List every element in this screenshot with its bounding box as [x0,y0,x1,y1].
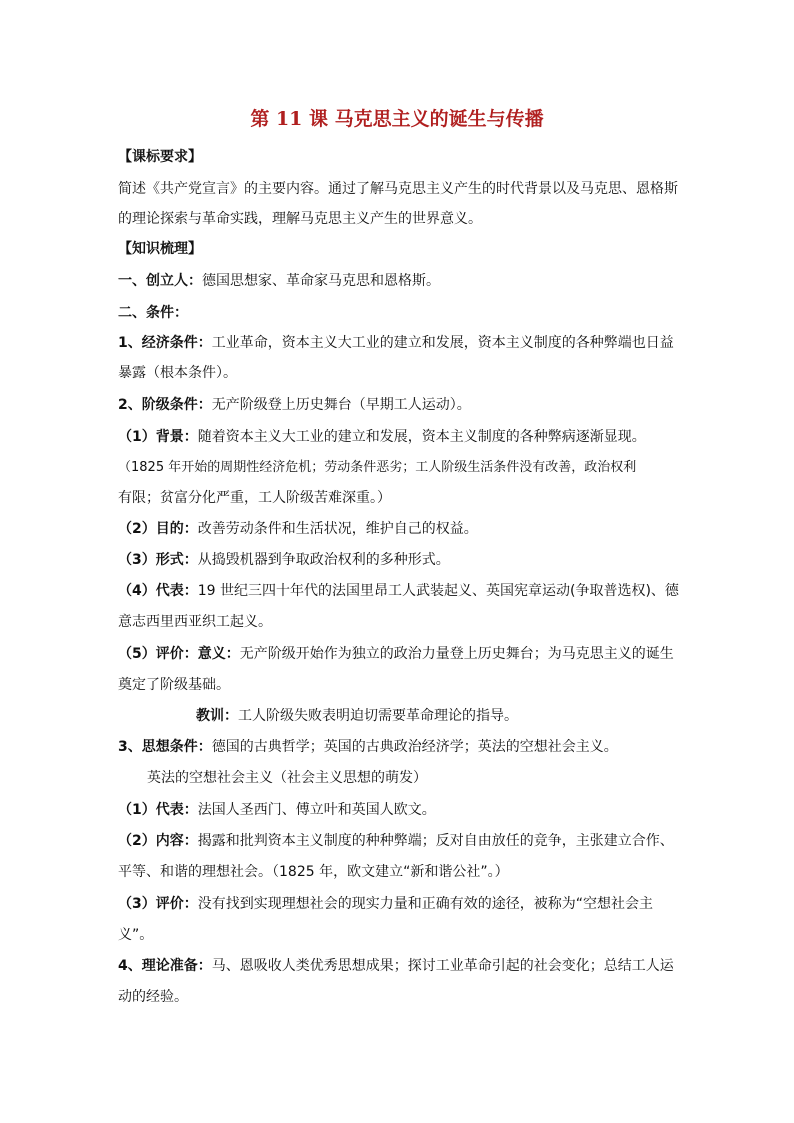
page-title: 第 11 课 马克思主义的诞生与传播 [250,108,544,130]
utopian-representative-label: （1）代表： [118,802,198,818]
utopian-representative-text: 法国人圣西门、傅立叶和英国人欧文。 [197,802,436,818]
utopian-evaluation-label: （3）评价： [118,896,198,912]
background-note-line-1: （1825 年开始的周期性经济危机；劳动条件恶劣；工人阶级生活条件没有改善，政治权利 [118,460,637,475]
ideological-condition-label: 3、思想条件： [118,739,212,755]
evaluation-item [118,645,678,663]
curriculum-requirements-header: 【课标要求】 [118,149,202,165]
utopian-evaluation [118,895,678,913]
class-condition-label: 2、阶级条件： [118,397,212,413]
economic-condition-cont: 暴露（根本条件）。 [118,365,237,381]
significance-label: 意义： [197,646,240,662]
evaluation-text: 无产阶级开始作为独立的政治力量登上历史舞台；为马克思主义的诞生 [239,646,674,662]
section-founders-label: 一、创立人： [118,273,202,289]
purpose-label: （2）目的： [118,521,198,537]
utopian-evaluation-text: 没有找到实现理想社会的现实力量和正确有效的途径，被称为“空想社会主 [197,896,654,912]
section-founders [118,272,678,290]
economic-condition [118,334,678,352]
class-condition [118,396,678,414]
economic-condition-text: 工业革命，资本主义大工业的建立和发展，资本主义制度的各种弊端也日益 [211,335,674,351]
representative-text: 19 世纪三四十年代的法国里昂工人武装起义、英国宪章运动(争取普选权)、德 [197,583,679,599]
economic-condition-label: 1、经济条件： [118,335,212,351]
theoretical-preparation-cont: 动的经验。 [118,989,188,1005]
evaluation-cont: 奠定了阶级基础。 [118,677,230,693]
background-text: 随着资本主义大工业的建立和发展，资本主义制度的各种弊病逐渐显现。 [197,429,646,445]
purpose-text: 改善劳动条件和生活状况，维护自己的权益。 [197,521,478,537]
form-item [118,551,678,569]
theoretical-preparation-text: 马、恩吸收人类优秀思想成果；探讨工业革命引起的社会变化；总结工人运 [211,958,674,974]
class-condition-text: 无产阶级登上历史舞台（早期工人运动）。 [211,397,471,413]
representative-cont: 意志西里西亚织工起义。 [118,614,272,630]
utopian-content-text: 揭露和批判资本主义制度的种种弊端；反对自由放任的竞争，主张建立合作、 [197,833,674,849]
purpose-item [118,520,678,538]
theoretical-preparation [118,957,678,975]
lesson-label: 教训： [196,708,238,724]
theoretical-preparation-label: 4、理论准备： [118,958,212,974]
curriculum-text-line-2: 的理论探索与革命实践，理解马克思主义产生的世界意义。 [118,211,482,227]
knowledge-outline-header: 【知识梳理】 [118,241,202,257]
utopian-content-cont: 平等、和谐的理想社会。（1825 年，欧文建立“新和谐公社”。） [118,864,509,880]
background-note-line-2: 有限；贫富分化严重，工人阶级苦难深重。） [118,490,391,506]
representative-label: （4）代表： [118,583,198,599]
form-label: （3）形式： [118,552,198,568]
background-item [118,428,678,446]
form-text: 从捣毁机器到争取政治权利的多种形式。 [197,552,450,568]
background-label: （1）背景： [118,429,198,445]
section-conditions: 二、条件： [118,305,188,321]
utopian-content [118,832,678,850]
ideological-condition-text: 德国的古典哲学；英国的古典政治经济学；英法的空想社会主义。 [211,739,618,755]
evaluation-label: （5）评价： [118,646,198,662]
utopian-content-label: （2）内容： [118,833,198,849]
utopian-representative [118,801,678,819]
lesson-text: 工人阶级失败表明迫切需要革命理论的指导。 [238,708,518,724]
ideological-condition [118,738,678,756]
utopian-socialism-subheading: 英法的空想社会主义（社会主义思想的萌发） [147,770,427,786]
section-founders-text: 德国思想家、革命家马克思和恩格斯。 [202,273,440,289]
utopian-evaluation-cont: 义”。 [118,927,154,943]
curriculum-text-line-1: 简述《共产党宣言》的主要内容。通过了解马克思主义产生的时代背景以及马克思、恩格斯 [118,181,678,197]
representative-item [118,582,678,600]
lesson-item [196,707,756,725]
